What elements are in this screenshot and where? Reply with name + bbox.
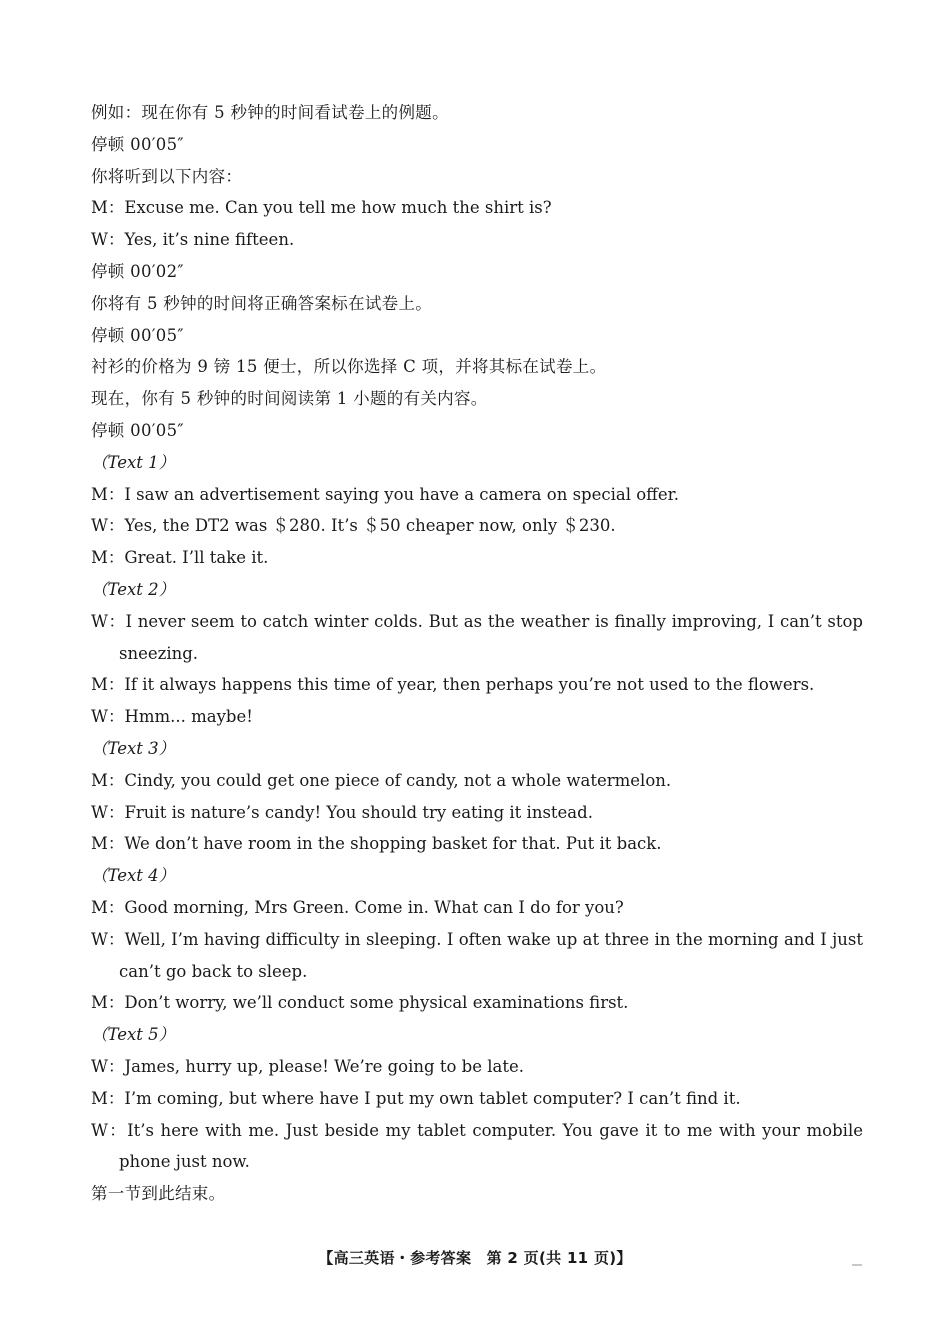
listen-instruction: 你将听到以下内容：: [91, 166, 243, 186]
text-heading: （Text 1）: [91, 452, 176, 472]
dialogue-line: W：James, hurry up, please! We’re going to be late.: [91, 1056, 524, 1076]
dialogue-line: W：Well, I’m having difficulty in sleeping. I often wake up at three in the morning and I just can’t go back to sleep.: [91, 929, 863, 981]
example-instruction: 例如：现在你有 5 秒钟的时间看试卷上的例题。: [91, 103, 449, 122]
dialogue-line: M：If it always happens this time of year, then perhaps you’re not used to the flowers.: [91, 675, 815, 695]
reading-instruction: 现在，你有 5 秒钟的时间阅读第 1 小题的有关内容。: [91, 389, 488, 409]
dialogue-line: M：I saw an advertisement saying you have a camera on special offer.: [91, 484, 679, 504]
dialogue-line: M：I’m coming, but where have I put my own tablet computer? I can’t find it.: [91, 1088, 741, 1108]
section-end: 第一节到此结束。: [91, 1184, 226, 1204]
dialogue-line: M：Excuse me. Can you tell me how much the shirt is?: [91, 198, 552, 218]
pause-marker: 停顿 00′02″: [91, 261, 184, 281]
dialogue-line: W：Hmm... maybe!: [91, 707, 253, 727]
dialogue-line: W：Yes, it’s nine fifteen.: [91, 230, 295, 250]
page-footer: 【高三英语・参考答案 第 2 页(共 11 页)】: [318, 1249, 632, 1267]
dialogue-line: W：I never seem to catch winter colds. But as the weather is finally improving, I can’t stop sneezing.: [91, 611, 863, 663]
dialogue-line: W：It’s here with me. Just beside my tablet computer. You gave it to me with your mobile phone just now.: [91, 1120, 863, 1172]
dialogue-line: W：Yes, the DT2 was ＄280. It’s ＄50 cheaper now, only ＄230.: [91, 516, 616, 536]
dialogue-line: M：Cindy, you could get one piece of candy, not a whole watermelon.: [91, 770, 672, 790]
dialogue-line: M：Good morning, Mrs Green. Come in. What can I do for you?: [91, 897, 624, 917]
pause-marker: 停顿 00′05″: [91, 134, 184, 154]
document-body: [91, 97, 863, 1210]
pause-marker: 停顿 00′05″: [91, 420, 184, 440]
dialogue-line: M：We don’t have room in the shopping basket for that. Put it back.: [91, 834, 662, 854]
corner-mark: [852, 1264, 862, 1266]
dialogue-line: M：Great. I’ll take it.: [91, 548, 269, 568]
dialogue-line: M：Don’t worry, we’ll conduct some physical examinations first.: [91, 993, 629, 1013]
example-explanation: 衬衫的价格为 9 镑 15 便士，所以你选择 C 项，并将其标在试卷上。: [91, 357, 607, 377]
dialogue-line: W：Fruit is nature’s candy! You should try eating it instead.: [91, 802, 593, 822]
answer-instruction: 你将有 5 秒钟的时间将正确答案标在试卷上。: [91, 293, 433, 313]
text-heading: （Text 2）: [91, 579, 176, 599]
text-heading: （Text 5）: [91, 1025, 176, 1045]
text-heading: （Text 3）: [91, 738, 176, 758]
text-heading: （Text 4）: [91, 866, 176, 886]
pause-marker: 停顿 00′05″: [91, 325, 184, 345]
